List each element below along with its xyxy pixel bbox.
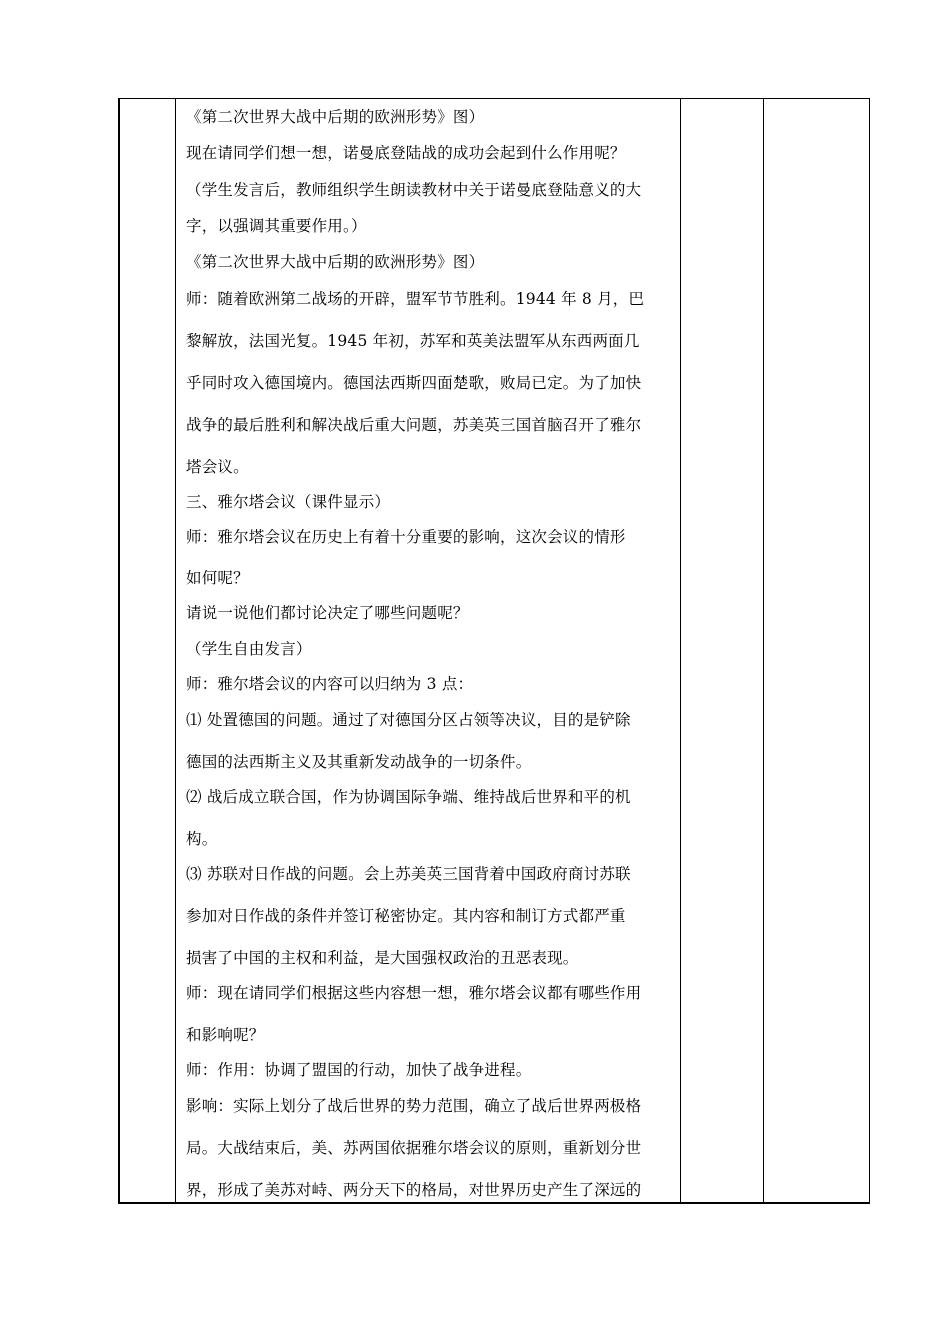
text-line: 黎解放，法国光复。1945 年初，苏军和英美法盟军从东西两面几 bbox=[186, 332, 640, 350]
text-line: 如何呢？ bbox=[186, 569, 249, 587]
text-line: 《第二次世界大战中后期的欧洲形势》图） bbox=[186, 108, 485, 126]
table-column-divider bbox=[680, 98, 681, 1204]
text-line: （学生自由发言） bbox=[186, 640, 312, 658]
table-column-divider bbox=[763, 98, 764, 1204]
text-line: 请说一说他们都讨论决定了哪些问题呢？ bbox=[186, 604, 469, 622]
text-line: ⑴ 处置德国的问题。通过了对德国分区占领等决议，目的是铲除 bbox=[186, 711, 631, 729]
text-line: 师：现在请同学们根据这些内容想一想，雅尔塔会议都有哪些作用 bbox=[186, 984, 642, 1002]
text-line: 参加对日作战的条件并签订秘密协定。其内容和制订方式都严重 bbox=[186, 907, 626, 925]
text-line: （学生发言后，教师组织学生朗读教材中关于诺曼底登陆意义的大 bbox=[186, 181, 642, 199]
text-line: 《第二次世界大战中后期的欧洲形势》图） bbox=[186, 253, 485, 271]
text-line: 德国的法西斯主义及其重新发动战争的一切条件。 bbox=[186, 753, 532, 771]
section-heading: 三、雅尔塔会议（课件显示） bbox=[186, 493, 391, 511]
text-line: 和影响呢？ bbox=[186, 1026, 265, 1044]
text-line: 师：作用：协调了盟国的行动，加快了战争进程。 bbox=[186, 1061, 532, 1079]
text-line: ⑵ 战后成立联合国，作为协调国际争端、维持战后世界和平的机 bbox=[186, 788, 631, 806]
text-line: 影响：实际上划分了战后世界的势力范围，确立了战后世界两极格 bbox=[186, 1097, 642, 1115]
text-line: 师：随着欧洲第二战场的开辟，盟军节节胜利。1944 年 8 月，巴 bbox=[186, 290, 645, 308]
text-line: 塔会议。 bbox=[186, 458, 249, 476]
text-line: 师：雅尔塔会议的内容可以归纳为 3 点： bbox=[186, 675, 474, 693]
text-line: 损害了中国的主权和利益，是大国强权政治的丑恶表现。 bbox=[186, 949, 579, 967]
text-line: 局。大战结束后，美、苏两国依据雅尔塔会议的原则，重新划分世 bbox=[186, 1139, 642, 1157]
text-line: ⑶ 苏联对日作战的问题。会上苏美英三国背着中国政府商讨苏联 bbox=[186, 865, 631, 883]
text-line: 现在请同学们想一想，诺曼底登陆战的成功会起到什么作用呢？ bbox=[186, 144, 626, 162]
text-line: 乎同时攻入德国境内。德国法西斯四面楚歌，败局已定。为了加快 bbox=[186, 374, 642, 392]
text-line: 字，以强调其重要作用。） bbox=[186, 217, 367, 235]
text-line: 战争的最后胜利和解决战后重大问题，苏美英三国首脑召开了雅尔 bbox=[186, 416, 642, 434]
text-line: 构。 bbox=[186, 830, 218, 848]
table-column-divider bbox=[175, 98, 176, 1204]
text-line: 师：雅尔塔会议在历史上有着十分重要的影响，这次会议的情形 bbox=[186, 528, 626, 546]
text-line: 界，形成了美苏对峙、两分天下的格局，对世界历史产生了深远的 bbox=[186, 1181, 642, 1199]
